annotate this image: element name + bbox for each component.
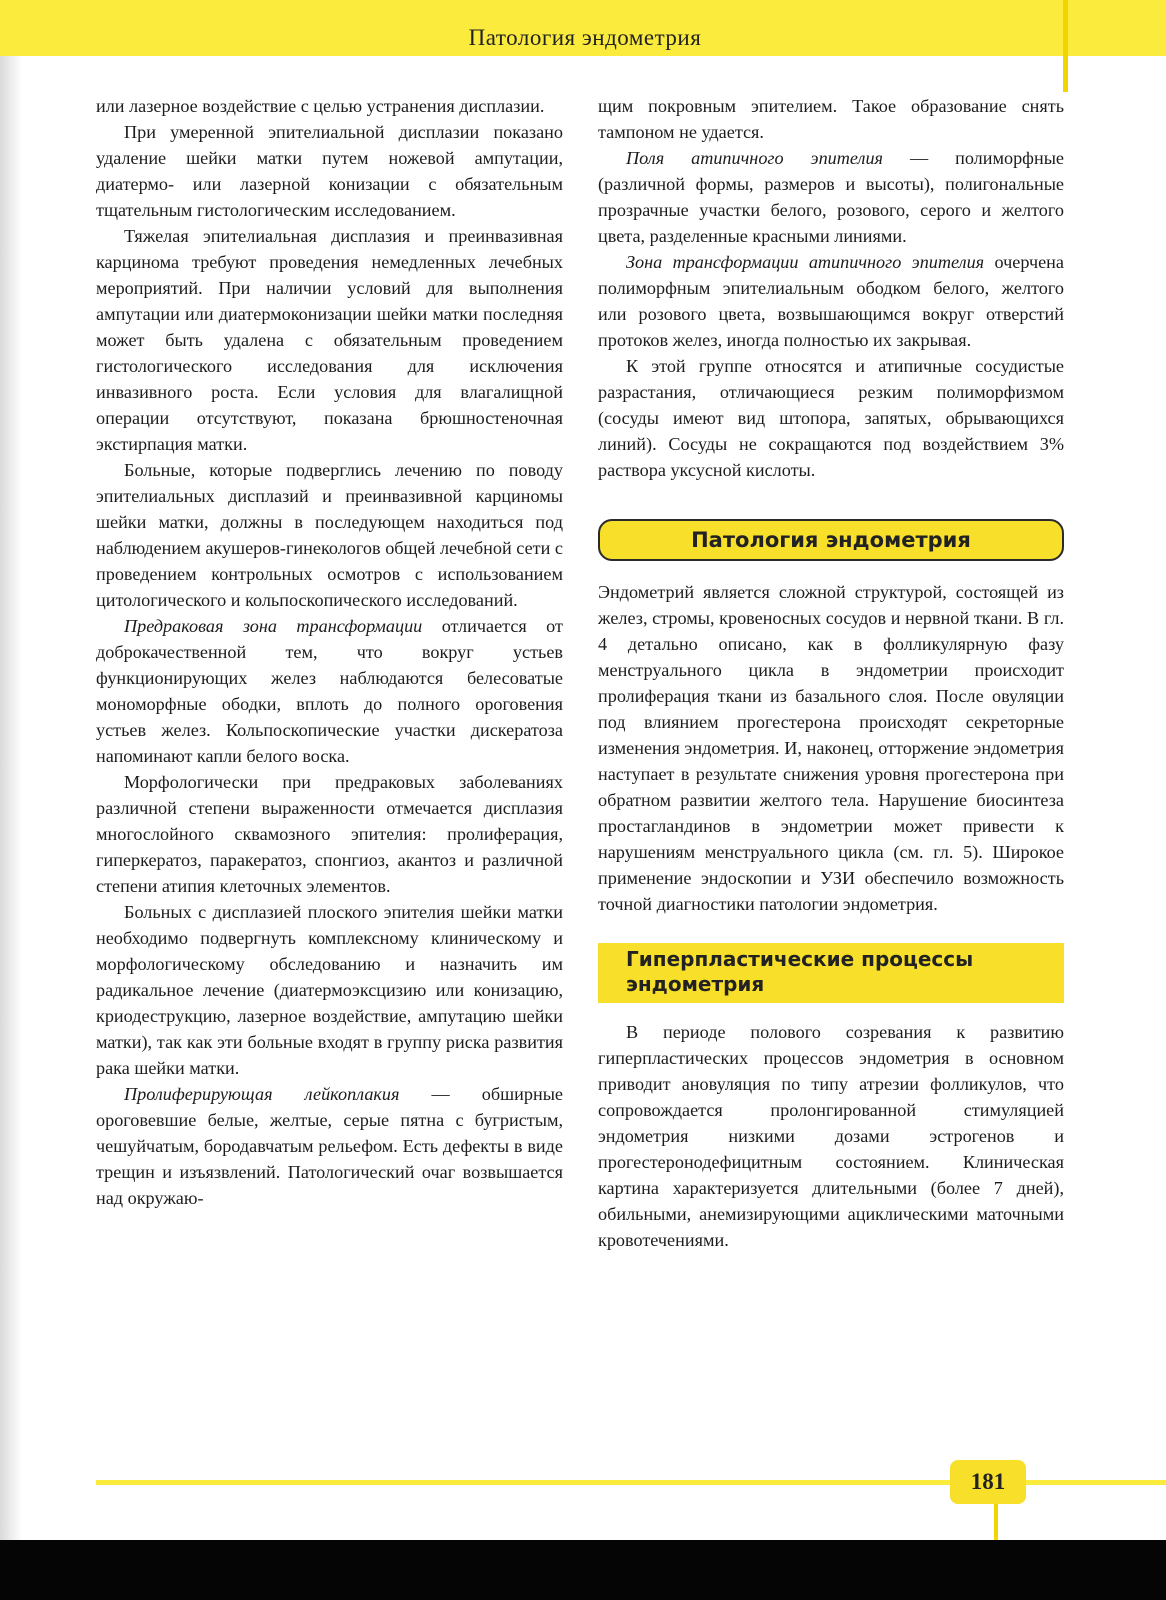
paragraph: Пролиферирующая лейкоплакия — обширные ороговевшие белые, желтые, серые пятна с бугристым, чешуйчатым, бородавчатым рельефом. Есть дефекты в виде трещин и изъязвлений. Патологический очаг возвышается над окружаю-: [96, 1084, 563, 1208]
running-header-title: Патология эндометрия: [468, 25, 702, 50]
paragraph: Зона трансформации атипичного эпителия очерчена полиморфным эпителиальным ободком белого, желтого или розового цвета, возвышающимся вокруг отверстий протоков желез, иногда полностью их закрывая.: [598, 252, 1064, 350]
paragraph: Предраковая зона трансформации отличается от доброкачественной тем, что вокруг устьев функционирующих желез наблюдаются белесоватые мономорфные ободки, вплоть до полного ороговения устьев желез. Кольпоскопические участки дискератоза напоминают капли белого воска.: [96, 616, 563, 766]
paragraph: или лазерное воздействие с целью устранения дисплазии.: [96, 96, 545, 116]
page-edge-shadow: [0, 0, 22, 1540]
paragraph: Тяжелая эпителиальная дисплазия и преинвазивная карцинома требуют проведения немедленных лечебных мероприятий. При наличии условий для выполнения ампутации или диатермоконизации шейки матки последняя может быть удалена с обязательным проведением гистологического исследования для исключения инвазивного роста. Если условия для влагалищной операции отсутствуют, показана брюшностеночная экстирпация матки.: [96, 226, 563, 454]
paragraph: Больных с дисплазией плоского эпителия шейки матки необходимо подвергнуть комплексному клиническому и морфологическому обследованию и назначить им радикальное лечение (диатермоэксцизию или конизацию, криодеструкцию, лазерное воздействие, ампутацию шейки матки), так как эти больные входят в группу риска развития рака шейки матки.: [96, 902, 563, 1078]
section-heading: Патология эндометрия: [598, 519, 1064, 561]
left-column: [96, 93, 563, 1211]
term: Предраковая зона трансформации: [124, 616, 423, 636]
paragraph: щим покровным эпителием. Такое образование снять тампоном не удается.: [598, 96, 1064, 142]
term: Зона трансформации атипичного эпителия: [626, 252, 985, 272]
paragraph: Морфологически при предраковых заболеваниях различной степени выраженности отмечается дисплазия многослойного сквамозного эпителия: пролиферация, гиперкератоз, паракератоз, спонгиоз, акантоз и различной степени атипия клеточных элементов.: [96, 772, 563, 896]
right-column: [598, 93, 1064, 1253]
subsection-heading-line: Гиперпластические процессы: [626, 947, 974, 971]
paragraph: В периоде полового созревания к развитию гиперпластических процессов эндометрия в основном приводит ановуляция по типу атрезии фолликулов, что сопровождается пролонгированной стимуляцией эндометрия низкими дозами эстрогенов и прогестеронодефицитным состоянием. Клиническая картина характеризуется длительными (более 7 дней), обильными, анемизирующими ациклическими маточными кровотечениями.: [598, 1022, 1064, 1250]
footer-accent-bar: [994, 1504, 998, 1540]
paragraph: Поля атипичного эпителия — полиморфные (различной формы, размеров и высоты), полигональные прозрачные участки белого, розового, серого и желтого цвета, разделенные красными линиями.: [598, 148, 1064, 246]
paragraph: При умеренной эпителиальной дисплазии показано удаление шейки матки путем ножевой ампутации, диатермо- или лазерной конизации с обязательным тщательным гистологическим исследованием.: [96, 122, 563, 220]
paragraph: Больные, которые подверглись лечению по поводу эпителиальных дисплазий и преинвазивной карциномы шейки матки, должны в последующем находиться под наблюдением акушеров-гинекологов общей лечебной сети с проведением контрольных осмотров с использованием цитологического и кольпоскопического исследований.: [96, 460, 563, 610]
paragraph: Эндометрий является сложной структурой, состоящей из желез, стромы, кровеносных сосудов и нервной ткани. В гл. 4 детально описано, как в фолликулярную фазу менструального цикла в эндометрии происходит пролиферация ткани из базального слоя. После овуляции под влиянием прогестерона происходят секреторные изменения эндометрия. И, наконец, отторжение эндометрия наступает в результате снижения уровня прогестерона при обратном развитии желтого тела. Нарушение биосинтеза простагландинов в эндометрии может привести к нарушениям менструального цикла (см. гл. 5). Широкое применение эндоскопии и УЗИ обеспечило возможность точной диагностики патологии эндометрия.: [598, 582, 1064, 914]
running-header: [0, 0, 1166, 56]
scan-bottom-band: [0, 1540, 1166, 1600]
subsection-heading: [598, 943, 1064, 1003]
term: Поля атипичного эпителия: [626, 148, 883, 168]
subsection-heading-line: эндометрия: [626, 972, 765, 996]
page-number: 181: [950, 1460, 1026, 1504]
term: Пролиферирующая лейкоплакия: [124, 1084, 400, 1104]
paragraph: К этой группе относятся и атипичные сосудистые разрастания, отличающиеся резким полиморфизмом (сосуды имеют вид штопора, запятых, обрывающихся линий). Сосуды не сокращаются под воздействием 3% раствора уксусной кислоты.: [598, 356, 1064, 480]
header-accent-bar: [1063, 0, 1068, 92]
